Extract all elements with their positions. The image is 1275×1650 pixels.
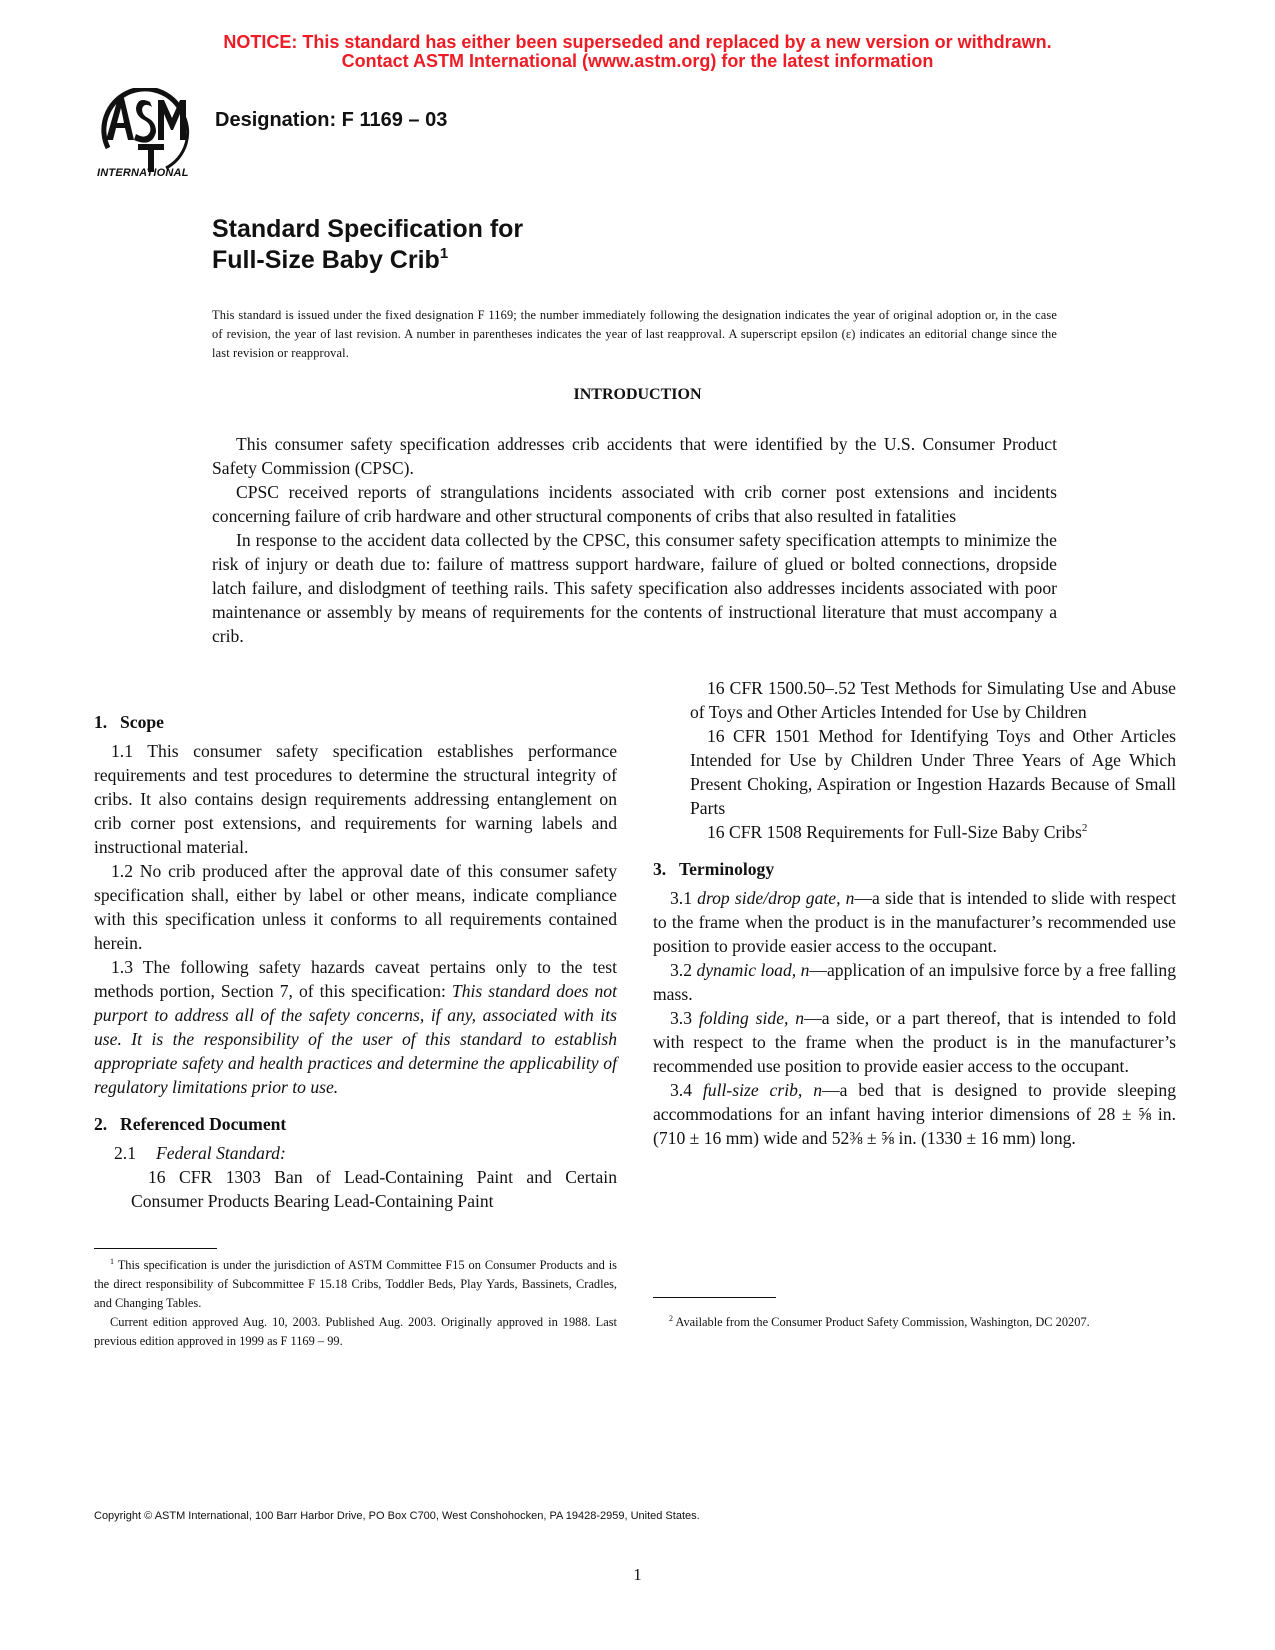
document-title — [212, 214, 523, 276]
footnote-1-edition: Current edition approved Aug. 10, 2003. Published Aug. 2003. Originally approved in 1988. Last previous edition approved in 1999 as F 1169 – 99. — [94, 1315, 617, 1348]
section-title: Scope — [120, 712, 164, 732]
term-definition: —application of an impulsive force by a free falling mass. — [653, 960, 1177, 1004]
issue-note: This standard is issued under the fixed designation F 1169; the number immediately following the designation indicates the year of original adoption or, in the case of revision, the year of last revision. A number in parentheses indicates the year of last reapproval. A superscript epsilon (ε) indicates an editorial change since the last revision or reapproval. — [212, 308, 1057, 360]
title-text: Full-Size Baby Crib — [212, 246, 440, 274]
reference-1501: 16 CFR 1501 Method for Identifying Toys and Other Articles Intended for Use by Children Under Three Years of Age Which Present Choking, Aspiration or Ingestion Hazards Because of Small Parts — [690, 726, 1176, 818]
subsection-number: 2.1 — [114, 1143, 136, 1163]
term-3-1 — [653, 886, 1176, 958]
footnote-mark: 2 — [669, 1314, 673, 1323]
left-column — [94, 710, 617, 1213]
notice-line-2: Contact ASTM International (www.astm.org) for the latest information — [341, 51, 934, 71]
term-name: folding side, n — [698, 1008, 805, 1028]
federal-standard-label — [94, 1141, 617, 1165]
intro-paragraph: CPSC received reports of strangulations incidents associated with crib corner post extensions and incidents concerning failure of crib hardware and other structural components of cribs that also resulted in fatalities — [212, 482, 1057, 526]
title-line-2 — [212, 245, 523, 276]
logo-caption: INTERNATIONAL — [97, 167, 189, 179]
title-line-1: Standard Specification for — [212, 215, 524, 243]
reference-1508-text: 16 CFR 1508 Requirements for Full-Size Baby Cribs — [707, 822, 1082, 842]
notice-line-1: NOTICE: This standard has either been superseded and replaced by a new version or withdrawn. — [223, 32, 1052, 52]
section-number: 1. — [94, 712, 108, 732]
footnote-1 — [94, 1256, 617, 1351]
term-name: drop side/drop gate, n — [697, 888, 855, 908]
footnote-1-text — [94, 1256, 617, 1313]
section-title: Terminology — [679, 859, 775, 879]
intro-paragraph: In response to the accident data collected by the CPSC, this consumer safety specification attempts to minimize the risk of injury or death due to: failure of mattress support hardware, failure of glued or bolted connections, dropside latch failure, and dislodgment of teething rails. This safety specification also addresses incidents associated with poor maintenance or assembly by means of requirements for the contents of instructional literature that must accompany a crib. — [212, 530, 1057, 646]
term-number: 3.3 — [670, 1008, 692, 1028]
term-number: 3.1 — [670, 888, 692, 908]
term-definition: —a bed that is designed to provide sleeping accommodations for an infant having interior dimensions of 28 ± ⅝ in. (710 ± 16 mm) wide and 52⅜ ± ⅝ in. (1330 ± 16 mm) long. — [653, 1080, 1176, 1148]
subsection-label: Federal Standard: — [156, 1143, 286, 1163]
section-number: 3. — [653, 859, 667, 879]
term-number: 3.2 — [670, 960, 692, 980]
section-number: 2. — [94, 1114, 108, 1134]
footnote-text: This specification is under the jurisdiction of ASTM Committee F15 on Consumer Products and is the direct responsibility of Subcommittee F 15.18 Cribs, Toddler Beds, Play Yards, Bassinets, Cradles, and Changing Tables. — [94, 1258, 617, 1310]
footnote-mark: 2 — [1081, 822, 1088, 834]
introduction-heading: INTRODUCTION — [573, 386, 702, 403]
footnote-mark: 1 — [110, 1257, 114, 1266]
page-number: 1 — [633, 1565, 642, 1584]
term-3-2 — [653, 958, 1176, 1006]
caveat-italic: This standard does not purport to address all of the safety concerns, if any, associated with its use. It is the responsibility of the user of this standard to establish appropriate safety and health practices and determine the applicability of regulatory limitations prior to use. — [94, 981, 617, 1097]
term-name: dynamic load, n — [696, 960, 810, 980]
scope-paragraph-1-3 — [94, 955, 617, 1099]
term-number: 3.4 — [670, 1080, 692, 1100]
reference-1508 — [653, 820, 1176, 844]
term-3-3 — [653, 1006, 1176, 1078]
footnote-2-text — [653, 1313, 1176, 1332]
right-column — [653, 676, 1176, 1150]
term-definition: —a side that is intended to slide with respect to the frame when the product is in the manufacturer’s recommended use position to provide easier access to the occupant. — [653, 888, 1176, 956]
section-heading-referenced — [94, 1112, 617, 1136]
copyright-line: Copyright © ASTM International, 100 Barr Harbor Drive, PO Box C700, West Conshohocken, PA 19428-2959, United States. — [94, 1510, 700, 1522]
footnote-2 — [653, 1313, 1176, 1332]
scope-paragraph-1-1: 1.1 This consumer safety specification establishes performance requirements and test procedures to determine the structural integrity of cribs. It also contains design requirements addressing entanglement on crib corner post extensions, and requirements for warning labels and instructional material. — [94, 741, 617, 857]
section-heading-terminology — [653, 857, 1176, 881]
footnote-text: Available from the Consumer Product Safety Commission, Washington, DC 20207. — [675, 1315, 1090, 1329]
term-name: full-size crib, n — [702, 1080, 823, 1100]
footnote-rule-right — [653, 1297, 776, 1298]
section-heading-scope — [94, 710, 617, 734]
supersession-notice — [0, 33, 1275, 71]
designation: Designation: F 1169 – 03 — [215, 109, 448, 131]
caveat-intro: 1.3 The following safety hazards caveat pertains only to the test methods portion, Section 7, of this specification: — [94, 957, 617, 1001]
title-footnote-mark: 1 — [439, 245, 449, 262]
reference-1500: 16 CFR 1500.50–.52 Test Methods for Simulating Use and Abuse of Toys and Other Articles Intended for Use by Children — [690, 678, 1176, 722]
introduction-body — [212, 432, 1057, 648]
scope-paragraph-1-2: 1.2 No crib produced after the approval date of this consumer safety specification shall, either by label or other means, indicate compliance with this specification unless it conforms to all requirements contained herein. — [94, 861, 617, 953]
footnote-rule-left — [94, 1248, 217, 1249]
intro-paragraph: This consumer safety specification addresses crib accidents that were identified by the U.S. Consumer Product Safety Commission (CPSC). — [212, 434, 1057, 478]
section-title: Referenced Document — [120, 1114, 287, 1134]
term-3-4 — [653, 1078, 1176, 1150]
reference-1303: 16 CFR 1303 Ban of Lead-Containing Paint and Certain Consumer Products Bearing Lead-Containing Paint — [131, 1167, 617, 1211]
term-definition: —a side, or a part thereof, that is intended to fold with respect to the frame when the product is in the manufacturer’s recommended use position to provide easier access to the occupant. — [653, 1008, 1176, 1076]
